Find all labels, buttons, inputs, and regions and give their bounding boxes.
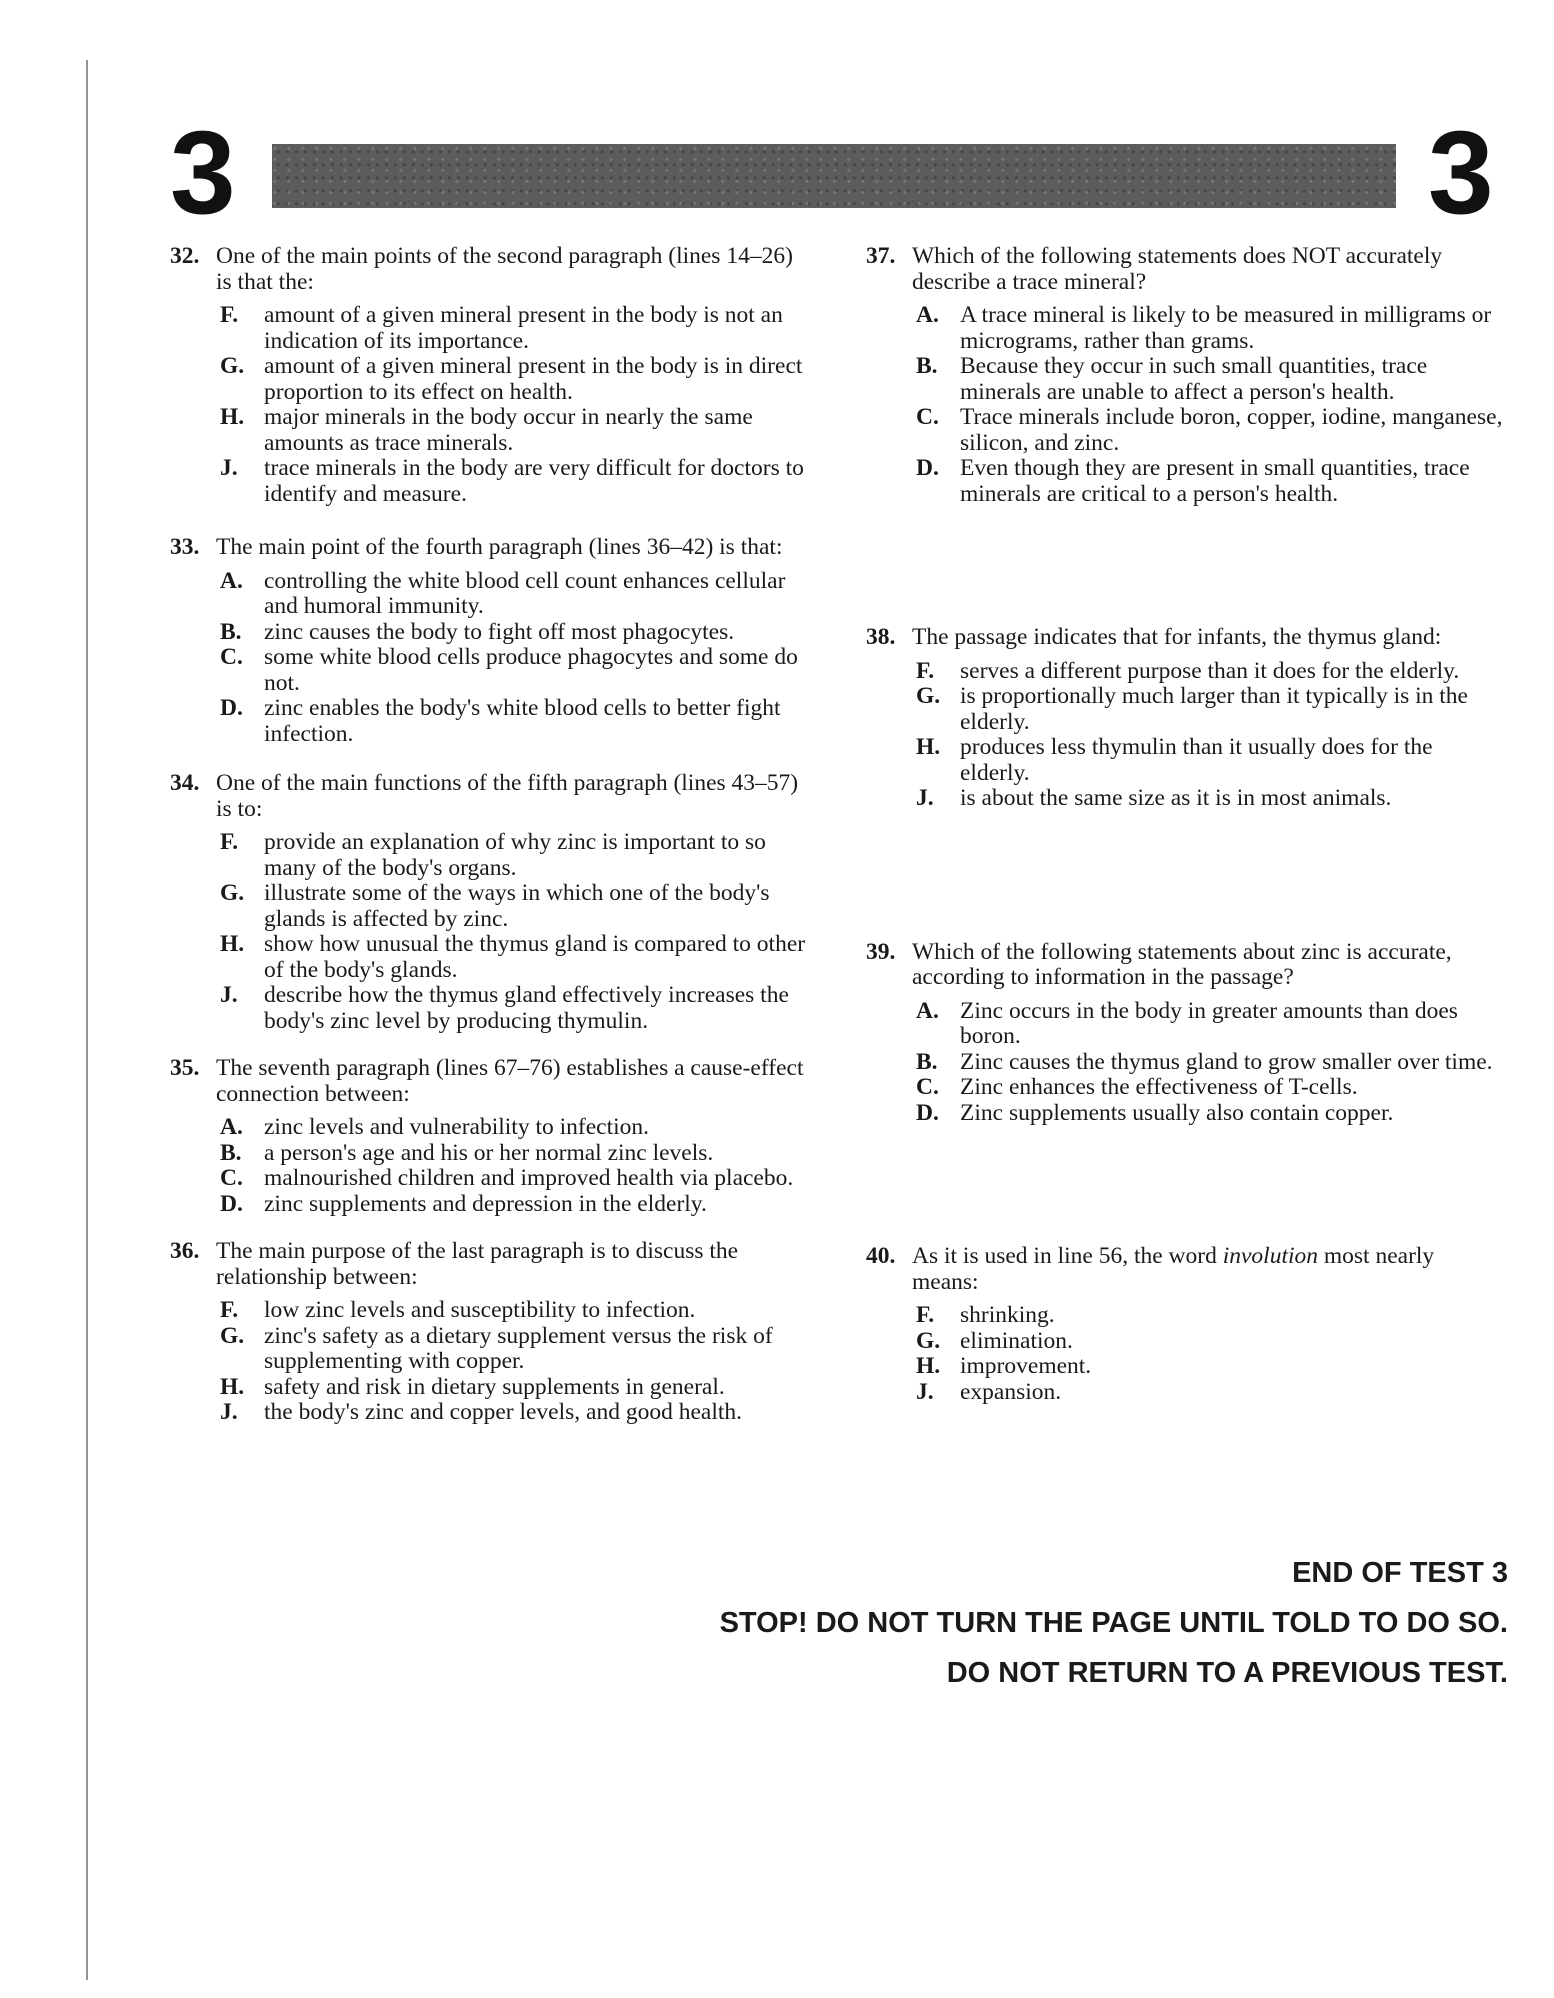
choice-letter: B. — [220, 1139, 242, 1166]
choice-text: amount of a given mineral present in the body is not an indication of its importance. — [264, 302, 783, 354]
choice-letter: G. — [916, 1327, 941, 1354]
answer-choice[interactable] — [170, 983, 812, 1034]
question-35 — [170, 1056, 812, 1217]
answer-choice[interactable] — [170, 1324, 812, 1375]
choice-text: low zinc levels and susceptibility to infection. — [264, 1297, 696, 1323]
answer-choice[interactable] — [866, 1329, 1506, 1355]
right-column — [866, 244, 1506, 1405]
choices-list — [170, 1115, 812, 1217]
choice-text: zinc's safety as a dietary supplement versus the risk of supplementing with copper. — [264, 1322, 773, 1374]
left-column — [170, 244, 812, 1426]
end-of-test-notice — [720, 1548, 1508, 1698]
choices-list — [170, 569, 812, 748]
choice-text: is proportionally much larger than it typically is in the elderly. — [960, 683, 1468, 735]
choice-letter: G. — [916, 683, 941, 709]
choice-text: is about the same size as it is in most animals. — [960, 785, 1392, 811]
choice-text: trace minerals in the body are very difficult for doctors to identify and measure. — [264, 455, 804, 507]
question-stem-emphasis: involution — [1222, 1243, 1318, 1269]
answer-choice[interactable] — [170, 303, 812, 354]
answer-choice[interactable] — [170, 1141, 812, 1167]
choice-letter: J. — [916, 1378, 934, 1405]
answer-choice[interactable] — [170, 569, 812, 620]
choice-text: provide an explanation of why zinc is important to so many of the body's organs. — [264, 829, 766, 881]
question-number: 39. — [866, 938, 896, 965]
answer-choice[interactable] — [866, 735, 1506, 786]
choice-letter: C. — [916, 404, 939, 430]
choice-letter: B. — [916, 353, 938, 379]
answer-choice[interactable] — [170, 1298, 812, 1324]
choice-letter: G. — [220, 1322, 245, 1349]
answer-choice[interactable] — [866, 405, 1506, 456]
choice-letter: B. — [916, 1048, 938, 1075]
answer-choice[interactable] — [866, 1101, 1506, 1127]
question-stem: The main purpose of the last paragraph is to discuss the relationship between: — [216, 1238, 739, 1290]
choice-text: zinc enables the body's white blood cells to better fight infection. — [264, 695, 781, 747]
answer-choice[interactable] — [170, 696, 812, 747]
end-label: END OF TEST 3 — [1292, 1557, 1508, 1589]
choice-text: elimination. — [960, 1327, 1073, 1354]
choice-letter: H. — [916, 734, 941, 760]
choice-text: describe how the thymus gland effectively increases the body's zinc level by producing thymulin. — [264, 982, 789, 1034]
choice-letter: J. — [220, 1399, 238, 1425]
choice-text: safety and risk in dietary supplements in general. — [264, 1373, 725, 1400]
stop-label: STOP! DO NOT TURN THE PAGE UNTIL TOLD TO DO SO. — [719, 1607, 1508, 1639]
question-number: 38. — [866, 624, 896, 650]
question-number: 36. — [170, 1238, 200, 1264]
answer-choice[interactable] — [170, 1192, 812, 1218]
answer-choice[interactable] — [866, 786, 1506, 812]
choice-text: a person's age and his or her normal zinc levels. — [264, 1139, 714, 1166]
question-number: 40. — [866, 1243, 896, 1269]
question-stem: Which of the following statements does NOT accurately describe a trace mineral? — [912, 243, 1443, 295]
choice-letter: F. — [220, 1297, 239, 1323]
choice-letter: C. — [916, 1074, 939, 1100]
question-stem: One of the main points of the second paragraph (lines 14–26) is that the: — [216, 243, 793, 295]
choice-text: Zinc causes the thymus gland to grow smaller over time. — [960, 1048, 1493, 1075]
choice-letter: B. — [220, 618, 242, 645]
choices-list — [866, 303, 1506, 507]
question-stem: The seventh paragraph (lines 67–76) establishes a cause-effect connection between: — [216, 1055, 804, 1107]
answer-choice[interactable] — [170, 456, 812, 507]
answer-choice[interactable] — [170, 354, 812, 405]
choice-letter: D. — [916, 1099, 939, 1126]
choice-letter: F. — [916, 1302, 935, 1328]
question-40 — [866, 1244, 1506, 1405]
answer-choice[interactable] — [170, 932, 812, 983]
return-label: DO NOT RETURN TO A PREVIOUS TEST. — [946, 1657, 1508, 1689]
choice-letter: C. — [220, 644, 243, 670]
choice-letter: H. — [916, 1353, 941, 1379]
question-stem-after: most nearly means: — [912, 1243, 1435, 1295]
choice-text: Zinc enhances the effectiveness of T-cells. — [960, 1074, 1358, 1100]
question-37 — [866, 244, 1506, 507]
choice-letter: D. — [220, 695, 243, 721]
question-36 — [170, 1239, 812, 1426]
answer-choice[interactable] — [866, 659, 1506, 685]
answer-choice[interactable] — [866, 1075, 1506, 1101]
choice-text: illustrate some of the ways in which one of the body's glands is affected by zinc. — [264, 880, 770, 932]
choice-letter: A. — [220, 1114, 243, 1140]
question-number: 37. — [866, 243, 896, 269]
question-stem: One of the main functions of the fifth paragraph (lines 43–57) is to: — [216, 770, 799, 822]
choice-letter: J. — [916, 785, 934, 811]
choice-text: Zinc occurs in the body in greater amounts than does boron. — [960, 997, 1458, 1049]
answer-choice[interactable] — [170, 620, 812, 646]
choice-text: zinc levels and vulnerability to infection. — [264, 1114, 650, 1140]
question-stem: Which of the following statements about zinc is accurate, according to information in the passage? — [912, 938, 1452, 990]
answer-choice[interactable] — [170, 1375, 812, 1401]
choice-text: show how unusual the thymus gland is compared to other of the body's glands. — [264, 931, 806, 983]
choice-text: some white blood cells produce phagocytes and some do not. — [264, 644, 798, 696]
answer-choice[interactable] — [866, 1050, 1506, 1076]
choice-text: controlling the white blood cell count enhances cellular and humoral immunity. — [264, 567, 786, 619]
choice-letter: J. — [220, 982, 238, 1008]
answer-choice[interactable] — [866, 999, 1506, 1050]
choice-text: zinc causes the body to fight off most phagocytes. — [264, 618, 735, 645]
choice-letter: D. — [220, 1190, 243, 1217]
choice-text: serves a different purpose than it does for the elderly. — [960, 657, 1460, 684]
choices-list — [170, 830, 812, 1034]
choice-text: improvement. — [960, 1353, 1092, 1379]
answer-choice[interactable] — [170, 830, 812, 881]
question-34 — [170, 771, 812, 1034]
choice-letter: A. — [916, 302, 939, 328]
choice-text: A trace mineral is likely to be measured in milligrams or micrograms, rather than grams. — [960, 302, 1492, 354]
choice-letter: F. — [916, 657, 935, 684]
answer-choice[interactable] — [170, 1166, 812, 1192]
answer-choice[interactable] — [866, 1380, 1506, 1406]
choice-text: Because they occur in such small quantities, trace minerals are unable to affect a person's health. — [960, 353, 1428, 405]
section-number-left: 3 — [170, 107, 236, 239]
answer-choice[interactable] — [866, 354, 1506, 405]
answer-choice[interactable] — [866, 456, 1506, 507]
answer-choice[interactable] — [170, 405, 812, 456]
choice-letter: H. — [220, 404, 245, 430]
question-stem-before: As it is used in line 56, the word — [912, 1243, 1223, 1269]
question-38 — [866, 625, 1506, 812]
choice-text: zinc supplements and depression in the elderly. — [264, 1190, 707, 1217]
answer-choice[interactable] — [866, 303, 1506, 354]
choice-text: shrinking. — [960, 1302, 1055, 1328]
choices-list — [170, 303, 812, 507]
choice-text: Trace minerals include boron, copper, iodine, manganese, silicon, and zinc. — [960, 404, 1503, 456]
choice-letter: A. — [916, 997, 939, 1024]
choices-list — [170, 1298, 812, 1426]
choice-letter: C. — [220, 1165, 243, 1191]
choice-text: amount of a given mineral present in the body is in direct proportion to its effect on health. — [264, 353, 803, 405]
question-33 — [170, 535, 812, 747]
question-number: 32. — [170, 243, 200, 269]
answer-choice[interactable] — [170, 1400, 812, 1426]
choice-letter: J. — [220, 455, 238, 481]
choice-letter: A. — [220, 567, 243, 594]
choice-text: the body's zinc and copper levels, and good health. — [264, 1399, 743, 1425]
choice-letter: H. — [220, 1373, 245, 1400]
answer-choice[interactable] — [170, 881, 812, 932]
question-stem: The passage indicates that for infants, the thymus gland: — [912, 624, 1442, 650]
answer-choice[interactable] — [170, 645, 812, 696]
choices-list — [866, 659, 1506, 812]
question-stem: The main point of the fourth paragraph (lines 36–42) is that: — [216, 534, 783, 560]
question-number: 35. — [170, 1055, 200, 1081]
choice-letter: H. — [220, 931, 245, 957]
section-header-bar — [272, 144, 1396, 208]
choices-list — [866, 999, 1506, 1127]
choice-text: Zinc supplements usually also contain copper. — [960, 1099, 1394, 1126]
choice-letter: F. — [220, 829, 239, 855]
question-39 — [866, 940, 1506, 1127]
page-margin-rule — [86, 60, 88, 1980]
question-number: 33. — [170, 534, 200, 560]
question-number: 34. — [170, 770, 200, 796]
answer-choice[interactable] — [866, 684, 1506, 735]
choice-letter: D. — [916, 455, 939, 481]
choices-list — [866, 1303, 1506, 1405]
choice-text: Even though they are present in small quantities, trace minerals are critical to a person's health. — [960, 455, 1470, 507]
choice-text: major minerals in the body occur in nearly the same amounts as trace minerals. — [264, 404, 753, 456]
answer-choice[interactable] — [170, 1115, 812, 1141]
choice-letter: F. — [220, 302, 239, 328]
choice-letter: G. — [220, 353, 245, 379]
choice-letter: G. — [220, 880, 245, 906]
choice-text: produces less thymulin than it usually does for the elderly. — [960, 734, 1433, 786]
section-number-right: 3 — [1428, 107, 1494, 239]
answer-choice[interactable] — [866, 1303, 1506, 1329]
choice-text: expansion. — [960, 1378, 1062, 1405]
answer-choice[interactable] — [866, 1354, 1506, 1380]
choice-text: malnourished children and improved health via placebo. — [264, 1165, 794, 1191]
question-32 — [170, 244, 812, 507]
